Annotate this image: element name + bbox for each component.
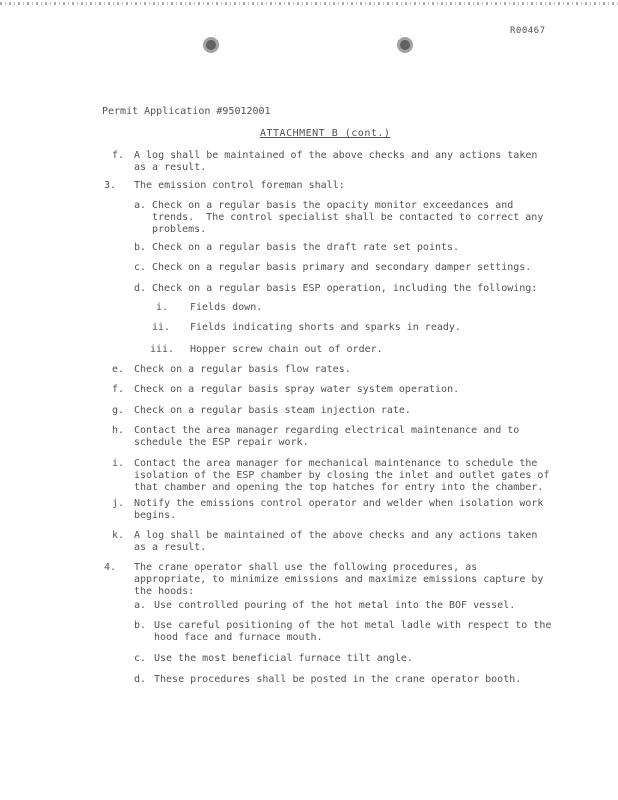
item-text-line: The crane operator shall use the following procedures, as [134, 562, 478, 573]
section-title: ATTACHMENT B (cont.) [260, 128, 391, 139]
item-marker: j. [112, 498, 125, 509]
item-text-line: Use controlled pouring of the hot metal into the BOF vessel. [154, 600, 516, 611]
item-text [152, 242, 459, 254]
item-text [190, 302, 262, 314]
item-text-line: as a result. [134, 542, 207, 553]
item-marker: ii. [152, 322, 171, 333]
item-marker: 3. [104, 180, 117, 191]
item-marker: b. [134, 242, 147, 253]
item-text [134, 405, 411, 417]
punch-hole-icon [396, 36, 414, 54]
item-text [134, 180, 345, 192]
item-text-line: Fields down. [190, 302, 263, 313]
scan-edge-artifact [0, 2, 618, 5]
item-marker: c. [134, 262, 147, 273]
item-text-line: Check on a regular basis the opacity monitor exceedances and [152, 200, 514, 211]
item-text-line: Check on a regular basis spray water system operation. [134, 384, 460, 395]
item-text-line: Check on a regular basis steam injection rate. [134, 405, 411, 416]
item-marker: i. [156, 302, 169, 313]
item-text-line: A log shall be maintained of the above checks and any actions taken [134, 150, 538, 161]
item-marker: b. [134, 620, 147, 631]
item-text-line: as a result. [134, 162, 207, 173]
item-text-line: schedule the ESP repair work. [134, 437, 309, 448]
item-text [154, 653, 413, 665]
item-text [134, 498, 543, 522]
item-text-line: appropriate, to minimize emissions and maximize emissions capture by [134, 574, 544, 585]
item-text [154, 620, 551, 644]
item-text-line: Check on a regular basis primary and secondary damper settings. [152, 262, 532, 273]
item-marker: k. [112, 530, 125, 541]
item-text-line: Check on a regular basis ESP operation, including the following: [152, 283, 538, 294]
item-text-line: isolation of the ESP chamber by closing the inlet and outlet gates of [134, 470, 550, 481]
item-text-line: Contact the area manager regarding electrical maintenance and to [134, 425, 520, 436]
item-marker: d. [134, 674, 147, 685]
item-text-line: begins. [134, 510, 177, 521]
item-text-line: Use the most beneficial furnace tilt angle. [154, 653, 413, 664]
item-text-line: The emission control foreman shall: [134, 180, 345, 191]
item-marker: c. [134, 653, 147, 664]
item-text-line: hood face and furnace mouth. [154, 632, 323, 643]
item-text [134, 458, 549, 494]
item-marker: d. [134, 283, 147, 294]
item-marker: g. [112, 405, 125, 416]
item-marker: f. [112, 384, 125, 395]
item-text-line: the hoods: [134, 586, 195, 597]
item-marker: a. [134, 200, 147, 211]
item-text [134, 364, 351, 376]
item-text-line: Check on a regular basis flow rates. [134, 364, 351, 375]
item-text-line: Notify the emissions control operator and welder when isolation work [134, 498, 544, 509]
item-marker: i. [112, 458, 125, 469]
item-text-line: Use careful positioning of the hot metal ladle with respect to the [154, 620, 552, 631]
item-text [134, 562, 543, 598]
item-text [152, 283, 537, 295]
item-marker: f. [112, 150, 125, 161]
item-text-line: problems. [152, 224, 207, 235]
document-id: R00467 [510, 26, 546, 36]
item-marker: a. [134, 600, 147, 611]
item-text [190, 344, 383, 356]
item-text-line: A log shall be maintained of the above checks and any actions taken [134, 530, 538, 541]
item-text [134, 425, 519, 449]
item-text [154, 600, 515, 612]
item-text-line: Check on a regular basis the draft rate set points. [152, 242, 460, 253]
item-marker: 4. [104, 562, 117, 573]
item-text [152, 200, 543, 236]
item-text-line: trends. The control specialist shall be contacted to correct any [152, 212, 544, 223]
item-marker: h. [112, 425, 125, 436]
item-marker: e. [112, 364, 125, 375]
item-text-line: Fields indicating shorts and sparks in ready. [190, 322, 461, 333]
item-text [134, 150, 537, 174]
item-marker: iii. [150, 344, 175, 355]
punch-hole-icon [202, 36, 220, 54]
item-text-line: These procedures shall be posted in the crane operator booth. [154, 674, 522, 685]
item-text [152, 262, 531, 274]
item-text-line: Hopper screw chain out of order. [190, 344, 383, 355]
item-text [134, 384, 459, 396]
item-text [154, 674, 521, 686]
item-text-line: that chamber and opening the top hatches for entry into the chamber. [134, 482, 544, 493]
item-text [134, 530, 537, 554]
item-text-line: Contact the area manager for mechanical maintenance to schedule the [134, 458, 538, 469]
item-text [190, 322, 461, 334]
permit-header: Permit Application #95012001 [102, 106, 271, 117]
